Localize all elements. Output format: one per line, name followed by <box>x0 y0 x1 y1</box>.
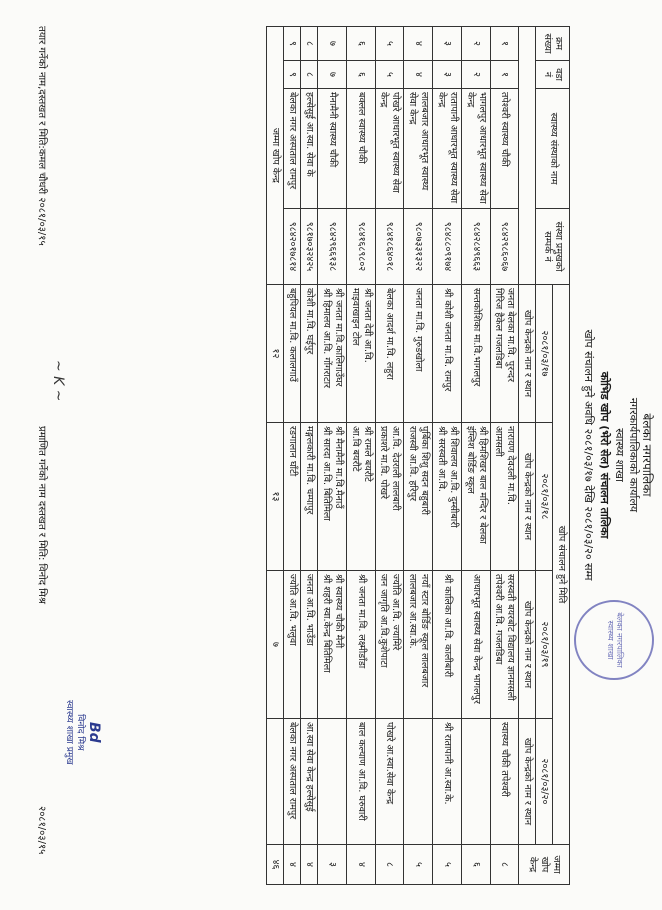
approver-stamp <box>64 700 102 765</box>
cell-session-count <box>318 845 347 885</box>
document-footer <box>36 26 50 884</box>
cell-day-2 <box>318 423 347 571</box>
col-header-session: जम्मा खोप केन्द्र <box>519 845 570 885</box>
cell-day-2-text: श्री शिवालय आ.वि. दुम्सीबारी <box>447 426 459 528</box>
cell-session-count <box>375 845 404 885</box>
cell-sn-text: ७ <box>326 41 338 46</box>
cell-day-4 <box>404 719 433 845</box>
cell-name <box>461 89 490 209</box>
cell-day-3-text: श्री स्वास्थ्य चौकी मैनी <box>332 574 344 649</box>
cell-sn <box>301 27 318 61</box>
cell-name-text: भागलपुर आधारभूत स्वास्थ्य सेवा केन्द्र <box>464 92 488 204</box>
cell-name-text: रातापानी आधारभूत स्वास्थ्य सेवा केन्द्र <box>436 92 459 204</box>
cell-sn-text: ५ <box>384 41 396 46</box>
cell-day-1 <box>490 285 519 423</box>
date-header-1: २०८१/०३/१७ <box>536 285 553 423</box>
cell-day-3-text: नयाँ स्टार बोर्डिङ स्कूल लालबजार <box>419 574 431 688</box>
cell-session-count-text: ३ <box>326 862 338 867</box>
cell-day-3 <box>301 571 318 719</box>
place-header-1: खोप केन्द्रको नाम र स्थान <box>519 285 536 423</box>
cell-ward <box>346 61 375 89</box>
cell-day-3 <box>461 571 490 719</box>
cell-phone-text: ९८४२९६६१३८ <box>326 221 338 272</box>
cell-phone <box>346 209 375 285</box>
cell-day-4-text: बेलका नगर अस्पताल रामपुर <box>287 722 299 820</box>
cell-sn-text: ३ <box>441 41 453 46</box>
office-seal-stamp <box>574 600 654 680</box>
cell-day-4 <box>284 719 301 845</box>
cell-sn <box>404 27 433 61</box>
cell-name-text: पोखरे आधारभूत स्वास्थ्य सेवा केन्द्र <box>378 92 402 193</box>
cell-day-1 <box>346 285 375 423</box>
total-day-4 <box>267 719 284 845</box>
cell-day-1 <box>433 285 462 423</box>
cell-day-3-text: ज्योति आ.वि. भलुवा <box>287 574 299 646</box>
cell-day-3 <box>318 571 347 719</box>
table-row <box>404 27 433 885</box>
cell-day-2-text: श्री रामले बयरौटे <box>361 426 373 482</box>
cell-session-count-text: ४ <box>287 862 299 867</box>
cell-sn <box>346 27 375 61</box>
cell-day-4 <box>375 719 404 845</box>
cell-name <box>433 89 462 209</box>
cell-ward <box>490 61 519 89</box>
cell-session-count-text: ६ <box>470 862 482 867</box>
cell-session-count <box>404 845 433 885</box>
cell-session-count-text: ५ <box>413 862 425 867</box>
cell-day-1 <box>375 285 404 423</box>
cell-phone <box>490 209 519 285</box>
cell-day-2 <box>461 423 490 571</box>
table-row <box>375 27 404 885</box>
cell-session-count-text: ५ <box>441 862 453 867</box>
table-row <box>301 27 318 885</box>
cell-phone-text: ९८४२०१७८१४ <box>287 221 299 272</box>
cell-day-3 <box>433 571 462 719</box>
cell-ward <box>318 61 347 89</box>
cell-day-2-text-2: इंग्लिश बोर्डिङ स्कूल <box>464 426 476 494</box>
cell-name-text: बक्लल स्वास्थ्य चौकी <box>355 92 367 164</box>
cell-phone <box>301 209 318 285</box>
cell-phone-text: ९८४२९८६०६७ <box>499 221 511 272</box>
cell-day-4 <box>346 719 375 845</box>
cell-day-1-text-2: श्री हिमालय आ.वि. गोंगराटार <box>321 288 332 388</box>
cell-day-3-text-2: तपेश्वरी आ.वि. गजलडिबा <box>493 574 505 665</box>
cell-day-2-text: आ.वि. देउराली लालबारी <box>390 426 402 511</box>
cell-session-count <box>284 845 301 885</box>
cell-sn <box>318 27 347 61</box>
cell-name-text: तपेश्वरी स्वास्थ्य चौकी <box>499 92 511 167</box>
cell-name <box>490 89 519 209</box>
cell-name <box>404 89 433 209</box>
cell-day-1-text: श्री कोशी जनता मा.वि. रामपुर <box>441 288 453 392</box>
cell-session-count <box>490 845 519 885</box>
cell-sn-text: १ <box>499 41 511 46</box>
cell-day-3-text: आधारभूत स्वास्थ्य सेवा केन्द्र भागलपुर <box>470 574 482 704</box>
cell-day-1-text: जनता मा.वि. गुरुडखोला <box>413 288 425 372</box>
cell-phone <box>375 209 404 285</box>
cell-day-1-text: बेलका आदर्श मा.वि. लहुरा <box>384 288 396 380</box>
cell-phone <box>284 209 301 285</box>
cell-day-3-text-2: जन जागृति आ.वि.कुशेपाटा <box>378 574 390 668</box>
cell-day-1 <box>461 285 490 423</box>
table-header-row-3 <box>519 27 536 885</box>
cell-day-4 <box>490 719 519 845</box>
table-body <box>284 27 519 885</box>
cell-ward-text: ९ <box>287 72 299 77</box>
cell-session-count <box>301 845 318 885</box>
place-header-2: खोप केन्द्रको नाम र स्थान <box>519 423 536 571</box>
cell-phone <box>318 209 347 285</box>
org-office: नगरकार्यपालिकाको कार्यालय <box>627 397 640 513</box>
cell-sn-text: २ <box>470 41 482 46</box>
cell-phone-text: ९८४२८४९६६३ <box>470 221 482 272</box>
cell-name-text: लालबजार आधारभूत स्वास्थ्य सेवा केन्द्र <box>407 92 431 191</box>
cell-day-3-text: ज्योति आ.वि. ज्यामिरे <box>390 574 402 651</box>
cell-sn <box>284 27 301 61</box>
cell-day-2-text: मङ्गलकारी मा.वि. चम्पापुर <box>304 426 316 515</box>
cell-ward-text: ७ <box>326 72 338 77</box>
cell-day-1-text: जनता बेलका मा.वि. पुरन्दर <box>505 288 517 382</box>
cell-phone-text: ९८४८८०९१७४ <box>441 221 453 272</box>
cell-day-2-text-2: राजस्वी आ.वि. हरिपुर <box>407 426 419 502</box>
cell-sn <box>490 27 519 61</box>
date-header-2: २०८१/०३/१८ <box>536 423 553 571</box>
date-header-4: २०८१/०३/२० <box>536 719 553 845</box>
cell-day-2-text: रङगालान घाँटी <box>287 426 299 477</box>
cell-phone <box>404 209 433 285</box>
prepared-by: तयार गर्नेको नाम,दस्तखत र मिति:कमल चौधरी <box>36 26 47 195</box>
cell-day-3-text: श्री जनता मा.वि. लक्ष्मीडाँडा <box>355 574 367 669</box>
cell-phone-text: ९८४१६८९८०२ <box>355 221 367 272</box>
org-section: स्वास्थ्य शाखा <box>613 428 626 482</box>
place-header-3: खोप केन्द्रको नाम र स्थान <box>519 571 536 719</box>
cell-session-count-text: ८ <box>384 862 396 867</box>
stamp-title: स्वास्थ्य शाखा प्रमुख <box>64 700 75 765</box>
cell-sn-text: ६ <box>355 41 367 46</box>
cell-sn-text: ८ <box>304 41 316 46</box>
cell-day-4 <box>318 719 347 845</box>
cell-phone-text: ९८०७३३१३२२ <box>413 221 425 272</box>
cell-phone-text: ९८४१८६४०१८ <box>384 221 396 272</box>
date-header-3: २०८१/०३/१९ <box>536 571 553 719</box>
prepared-date: २०८१/०३/१५ <box>36 197 47 246</box>
total-grand: ४६ <box>267 845 284 885</box>
cell-ward-text: ४ <box>413 72 425 77</box>
cell-day-4-text: आ.स्वा सेवा केन्द्र हल्सेसुई <box>304 722 316 812</box>
cell-ward-text: २ <box>470 72 482 77</box>
cell-ward <box>301 61 318 89</box>
col-header-phone: संस्था प्रमुखको सम्पर्क नं <box>536 209 570 285</box>
col-header-dates: खोप संचालन हुने मिति <box>553 285 570 845</box>
table-row <box>346 27 375 885</box>
cell-sn-text: ४ <box>413 41 425 46</box>
cell-ward <box>404 61 433 89</box>
cell-ward-text: ५ <box>384 72 396 77</box>
cell-day-2 <box>404 423 433 571</box>
cell-name <box>284 89 301 209</box>
cell-day-1 <box>301 285 318 423</box>
cell-day-4 <box>301 719 318 845</box>
cell-day-2-text-2: प्रकाशरे मा.वि. पोखरे <box>378 426 390 499</box>
cell-ward-text: ३ <box>441 72 453 77</box>
cell-sn <box>433 27 462 61</box>
cell-name <box>301 89 318 209</box>
cell-ward-text: ६ <box>355 72 367 77</box>
table-row <box>433 27 462 885</box>
cell-name <box>375 89 404 209</box>
cell-day-4 <box>433 719 462 845</box>
cell-day-1-text: कोशी मा.वि. घईपुर <box>304 288 316 355</box>
cell-day-1-text: श्री जनता मा.वि.कालिगाउँघर <box>332 288 344 387</box>
cell-ward-text: १ <box>499 72 511 77</box>
cell-session-count <box>461 845 490 885</box>
cell-day-2-text-2: श्री सारदा आ.वि. बितिमिला <box>321 426 332 521</box>
cell-day-3-text-2: श्री शहरी स्वा.केन्द्र बितिमिला <box>321 574 332 673</box>
cell-day-1 <box>284 285 301 423</box>
cell-day-4-text: स्वास्थ्य चौकी तपेश्वरी <box>499 722 511 797</box>
table-header-row-1 <box>553 27 570 885</box>
cell-sn <box>461 27 490 61</box>
cell-name-text: मैनामैनी स्वास्थ्य चौकी <box>326 92 338 168</box>
total-day-3: ७ <box>267 571 284 719</box>
cell-day-2 <box>284 423 301 571</box>
cell-ward <box>375 61 404 89</box>
cell-day-2-text: नारायण देवउली मा.वि. <box>505 426 517 505</box>
cell-name-text: हल्सेसुई आ.स्वा. सेवा के <box>304 92 316 177</box>
cell-day-2-text-2: आ.वि बयरौटे <box>349 426 361 472</box>
cell-day-1-text: बहुपियल मा.वि. कलालगाउँ <box>287 288 299 382</box>
cell-session-count-text: ४ <box>355 862 367 867</box>
col-header-ward: वडा नं <box>536 61 570 89</box>
cell-day-1-text: श्री जनता देवी आ.वि. <box>361 288 373 363</box>
cell-day-2 <box>346 423 375 571</box>
cell-day-4-text: श्री रातापानी आ.स्वा.के. <box>441 722 453 805</box>
cell-day-3-text: श्री कालिका आ.वि. कालीबारी <box>441 574 453 678</box>
table-row <box>284 27 301 885</box>
table-row <box>490 27 519 885</box>
cell-day-4-text: बाल कल्याण आ.वि. घरुवारी <box>355 722 367 821</box>
cell-day-2-text-2: श्री सरस्वती आ.वि. <box>436 426 447 492</box>
preparer-signature: ~ K ~ <box>50 360 66 402</box>
cell-day-3-text-2: लालबजार आ.स्वा.के. <box>407 574 419 649</box>
cell-day-1-text: सन्तकोशिका मा.वि.भागलपुर <box>470 288 482 387</box>
cell-day-2 <box>301 423 318 571</box>
cell-ward <box>433 61 462 89</box>
document-subtitle: खोप संचालन हुने अवधि २०८१/०३/१७ देखि २०८१/०३/२० सम्म <box>582 329 595 581</box>
header-spacer <box>519 27 536 285</box>
cell-phone <box>433 209 462 285</box>
col-header-sn: क्रम संख्या <box>536 27 570 61</box>
cell-name-text: बेलका नगर अस्पताल रामपुर <box>287 92 299 190</box>
cell-sn <box>375 27 404 61</box>
document-title: कोभिड खोप (भेरो सेल) संचालन तालिका <box>598 371 611 539</box>
table-row <box>318 27 347 885</box>
cell-ward <box>284 61 301 89</box>
total-day-2: १३ <box>267 423 284 571</box>
table-row <box>461 27 490 885</box>
table-total-row <box>267 27 284 885</box>
col-header-name: स्वास्थ्य संस्थाको नाम <box>536 89 570 209</box>
total-day-1: १२ <box>267 285 284 423</box>
cell-session-count <box>346 845 375 885</box>
cell-day-2 <box>375 423 404 571</box>
cell-day-2-text-2: आमसली <box>493 426 505 457</box>
cell-day-3 <box>404 571 433 719</box>
cell-day-2 <box>490 423 519 571</box>
cell-day-2-text: पुर्बिका शिशु सदन बहुबारी <box>419 426 431 515</box>
vaccination-schedule-table <box>267 26 571 885</box>
cell-day-2-text: श्री हिमशिखर बाल मन्दिर र बेलका <box>476 426 488 544</box>
approved-date: २०८१/०३/१५ <box>36 806 47 855</box>
cell-day-2-text: श्री मैनामैनी मा.वि.मैनाउँ <box>332 426 344 509</box>
cell-day-3 <box>346 571 375 719</box>
cell-day-4 <box>461 719 490 845</box>
cell-session-count-text: ४ <box>304 862 316 867</box>
seal-text: बेलका नगरपालिका स्वास्थ्य शाखा <box>606 612 624 668</box>
cell-day-3 <box>284 571 301 719</box>
cell-day-1 <box>318 285 347 423</box>
cell-day-2 <box>433 423 462 571</box>
cell-name <box>346 89 375 209</box>
place-header-4: खोप केन्द्रको नाम र स्थान <box>519 719 536 845</box>
cell-day-3 <box>490 571 519 719</box>
cell-ward-text: ८ <box>304 72 316 77</box>
cell-session-count-text: ८ <box>499 862 511 867</box>
cell-session-count <box>433 845 462 885</box>
approver-signature: Bd <box>86 721 102 743</box>
cell-day-3-text: जनता आ.वि. भाउँडा <box>304 574 316 646</box>
cell-day-4-text: पोखरे आ.स्वा.सेवा केन्द्र <box>384 722 396 805</box>
stamp-name: विनोद मिश्र <box>75 714 86 751</box>
cell-day-1-text-2: माइवाखाइन टोल <box>349 288 361 346</box>
cell-name <box>318 89 347 209</box>
approved-by: प्रमाणित गर्नेको नाम दस्तखत र मिति: विनोद मिश्र <box>36 426 47 604</box>
cell-phone-text: ९८१७०३२४२५ <box>304 221 316 272</box>
cell-day-1 <box>404 285 433 423</box>
cell-phone <box>461 209 490 285</box>
org-name: बेलका नगरपालिका <box>640 413 654 497</box>
cell-day-1-text-2: गिरिज हैकेल गजलडिबा <box>493 288 505 369</box>
total-label: जम्मा खोप केन्द्र <box>267 27 284 285</box>
cell-sn-text: ९ <box>287 41 299 46</box>
cell-day-3 <box>375 571 404 719</box>
cell-day-3-text: सरस्वती बयरबोट विद्यालय ज्ञानमसली <box>505 574 517 701</box>
cell-ward <box>461 61 490 89</box>
